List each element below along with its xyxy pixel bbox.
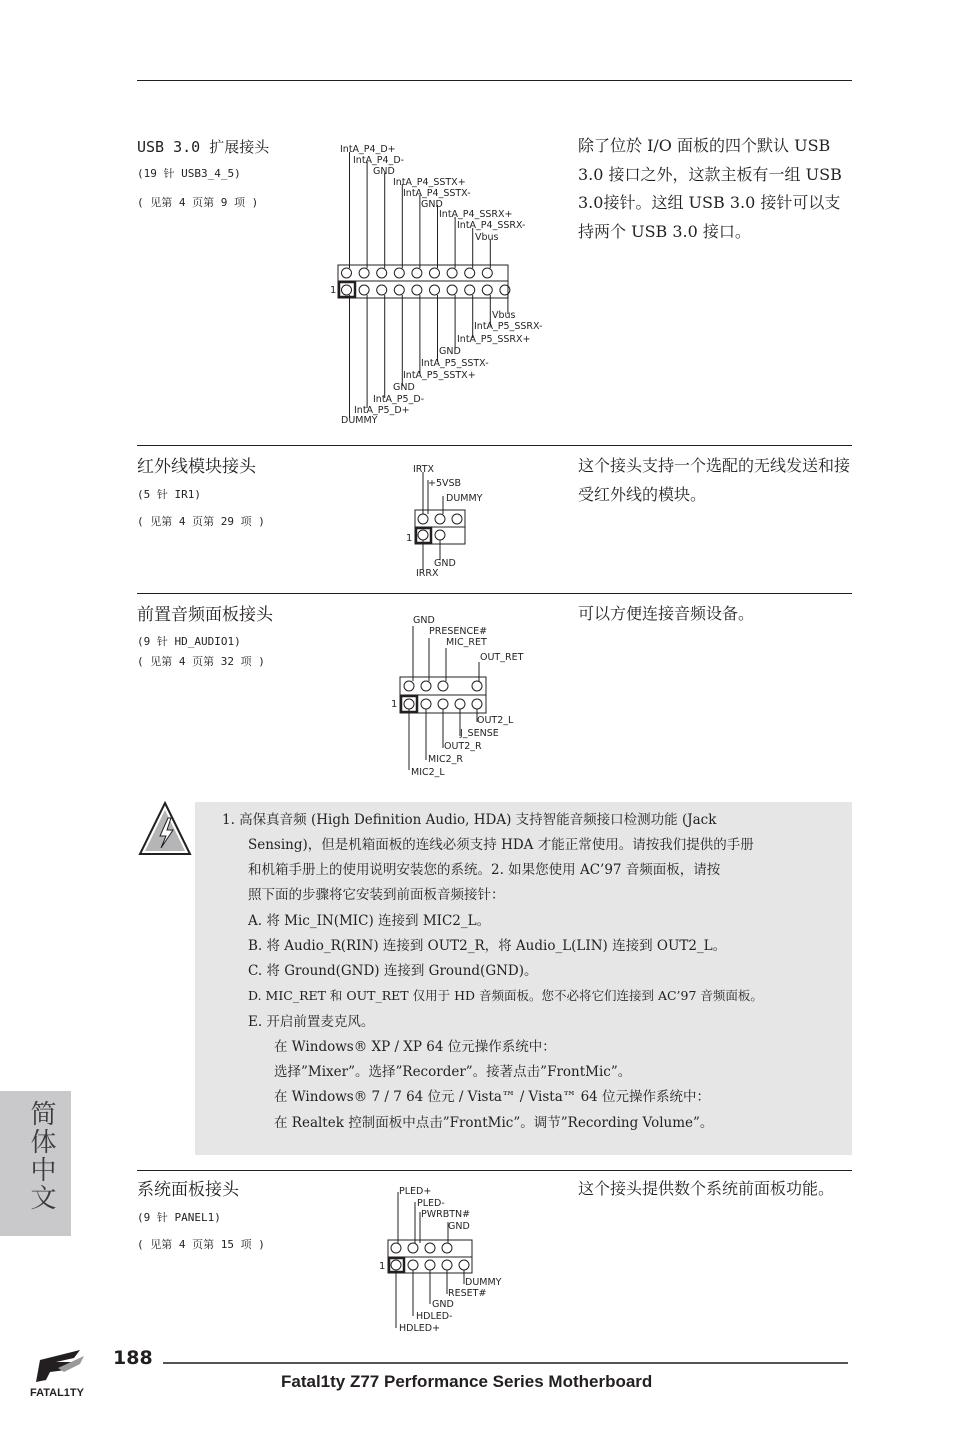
top-rule — [137, 80, 852, 81]
page-number: 188 — [113, 1347, 153, 1369]
usb-bottom-label: GND — [439, 346, 461, 357]
usb-bottom-label: Vbus — [492, 310, 516, 321]
warning-icon — [137, 800, 193, 858]
audio-label: MIC2_R — [428, 754, 464, 765]
audio-description: 可以方便连接音频设备。 — [578, 604, 755, 623]
note-line: D. MIC_RET 和 OUT_RET 仅用于 HD 音频面板。您不必将它们连接到 AC’97 音频面板。 — [248, 988, 763, 1003]
audio-label: GND — [413, 615, 435, 626]
note-line: 在 Realtek 控制面板中点击”FrontMic”。调节”Recording Volume”。 — [274, 1115, 714, 1131]
panel-label: PLED- — [417, 1198, 445, 1209]
audio-pin1-marker: 1 — [391, 699, 398, 710]
usb-top-label: IntA_P4_SSRX- — [457, 220, 526, 231]
section-divider — [137, 1170, 852, 1171]
usb-bottom-label: IntA_P5_SSTX- — [421, 358, 489, 369]
note-line: 和机箱手册上的使用说明安装您的系统。2. 如果您使用 AC’97 音频面板，请按 — [248, 862, 721, 878]
usb-top-label: IntA_P4_SSTX- — [403, 188, 471, 199]
ir-label: IRTX — [413, 464, 435, 475]
audio-label: OUT_RET — [480, 652, 524, 663]
panel-page-ref: ( 见第 4 页第 15 项 ) — [137, 1238, 265, 1251]
ir-description: 这个接头支持一个选配的无线发送和接受红外线的模块。 — [578, 456, 851, 504]
note-line: A. 将 Mic_IN(MIC) 连接到 MIC2_L。 — [248, 913, 491, 929]
note-line: 选择”Mixer”。选择”Recorder”。接著点击”FrontMic”。 — [274, 1064, 632, 1080]
usb-pin1-marker: 1 — [330, 285, 337, 296]
usb-bottom-label: IntA_P5_SSTX+ — [403, 370, 476, 381]
note-line: 照下面的步骤将它安装到前面板音频接针： — [248, 887, 505, 903]
panel-pins-spec: (9 针 PANEL1) — [137, 1211, 221, 1224]
usb-bottom-label: GND — [393, 382, 415, 393]
usb-bottom-label: IntA_P5_D- — [373, 394, 425, 405]
usb-header-title: USB 3.0 扩展接头 — [137, 138, 270, 156]
fatal1ty-logo — [28, 1346, 108, 1402]
panel-label: HDLED- — [416, 1311, 453, 1322]
ir-label: DUMMY — [446, 493, 483, 504]
panel-label: PWRBTN# — [421, 1209, 471, 1220]
usb-bottom-label: IntA_P5_D+ — [354, 405, 410, 416]
ir-label: GND — [434, 558, 456, 569]
usb-bottom-label: IntA_P5_SSRX- — [474, 321, 543, 332]
ir-pin1-marker: 1 — [406, 533, 413, 544]
panel-description: 这个接头提供数个系统前面板功能。 — [578, 1179, 835, 1198]
audio-label: MIC_RET — [446, 637, 487, 648]
audio-label: J_SENSE — [460, 728, 499, 739]
section-divider — [137, 593, 852, 594]
usb-bottom-label: IntA_P5_SSRX+ — [457, 334, 531, 345]
usb-top-label: GND — [373, 166, 395, 177]
panel-label: DUMMY — [465, 1277, 502, 1288]
ir-label: +5VSB — [428, 478, 462, 489]
audio-label: OUT2_L — [477, 715, 514, 726]
usb-top-label: GND — [421, 199, 443, 210]
usb-bottom-label: DUMMY — [341, 415, 378, 426]
usb-top-label: IntA_P4_SSRX+ — [439, 209, 513, 220]
audio-label: PRESENCE# — [429, 626, 488, 637]
note-line: 在 Windows® XP / XP 64 位元操作系统中： — [274, 1039, 556, 1055]
note-line: E. 开启前置麦克风。 — [248, 1014, 375, 1030]
usb-page-ref: ( 见第 4 页第 9 项 ) — [137, 196, 259, 209]
usb-pins-spec: (19 针 USB3_4_5) — [137, 167, 241, 180]
ir-label: IRRX — [416, 569, 439, 577]
language-side-label: 简体中文 — [26, 1100, 56, 1212]
usb-description: 除了位於 I/O 面板的四个默认 USB 3.0 接口之外，这款主板有一组 USB 3.0接针。这组 USB 3.0 接针可以支持两个 USB 3.0 接口。 — [578, 136, 842, 241]
ir-pins-spec: (5 针 IR1) — [137, 488, 201, 501]
ir-header-title: 红外线模块接头 — [137, 457, 256, 477]
panel-pin1-marker: 1 — [379, 1261, 386, 1272]
section-divider — [137, 445, 852, 446]
note-line: Sensing)，但是机箱面板的连线必须支持 HDA 才能正常使用。请按我们提供的手册 — [248, 837, 754, 853]
note-line: B. 将 Audio_R(RIN) 连接到 OUT2_R，将 Audio_L(LIN) 连接到 OUT2_L。 — [248, 938, 727, 954]
audio-page-ref: ( 见第 4 页第 32 项 ) — [137, 655, 265, 668]
audio-header-title: 前置音频面板接头 — [137, 605, 273, 625]
panel-header-title: 系统面板接头 — [137, 1180, 239, 1200]
note-line: 在 Windows® 7 / 7 64 位元 / Vista™ / Vista™ 64 位元操作系统中： — [274, 1089, 711, 1105]
panel-label: GND — [432, 1299, 454, 1310]
fatal1ty-logo-text: FATAL1TY — [30, 1387, 84, 1399]
ir-page-ref: ( 见第 4 页第 29 项 ) — [137, 515, 265, 528]
audio-label: MIC2_L — [411, 767, 445, 778]
usb-top-label: IntA_P4_SSTX+ — [393, 177, 466, 188]
footer-rule — [163, 1362, 848, 1364]
note-line: 1. 高保真音频 (High Definition Audio, HDA) 支持智能音频接口检测功能 (Jack — [222, 812, 717, 828]
usb-top-label: Vbus — [475, 232, 499, 243]
usb-top-label: IntA_P4_D- — [353, 155, 405, 166]
panel-label: GND — [448, 1221, 470, 1232]
footer-title: Fatal1ty Z77 Performance Series Motherboard — [281, 1372, 653, 1391]
panel-label: PLED+ — [399, 1186, 432, 1197]
audio-pins-spec: (9 针 HD_AUDIO1) — [137, 635, 241, 648]
note-line: C. 将 Ground(GND) 连接到 Ground(GND)。 — [248, 963, 538, 979]
panel-label: HDLED+ — [399, 1323, 441, 1334]
panel-label: RESET# — [448, 1288, 487, 1299]
audio-label: OUT2_R — [444, 741, 482, 752]
usb-top-label: IntA_P4_D+ — [340, 144, 396, 155]
